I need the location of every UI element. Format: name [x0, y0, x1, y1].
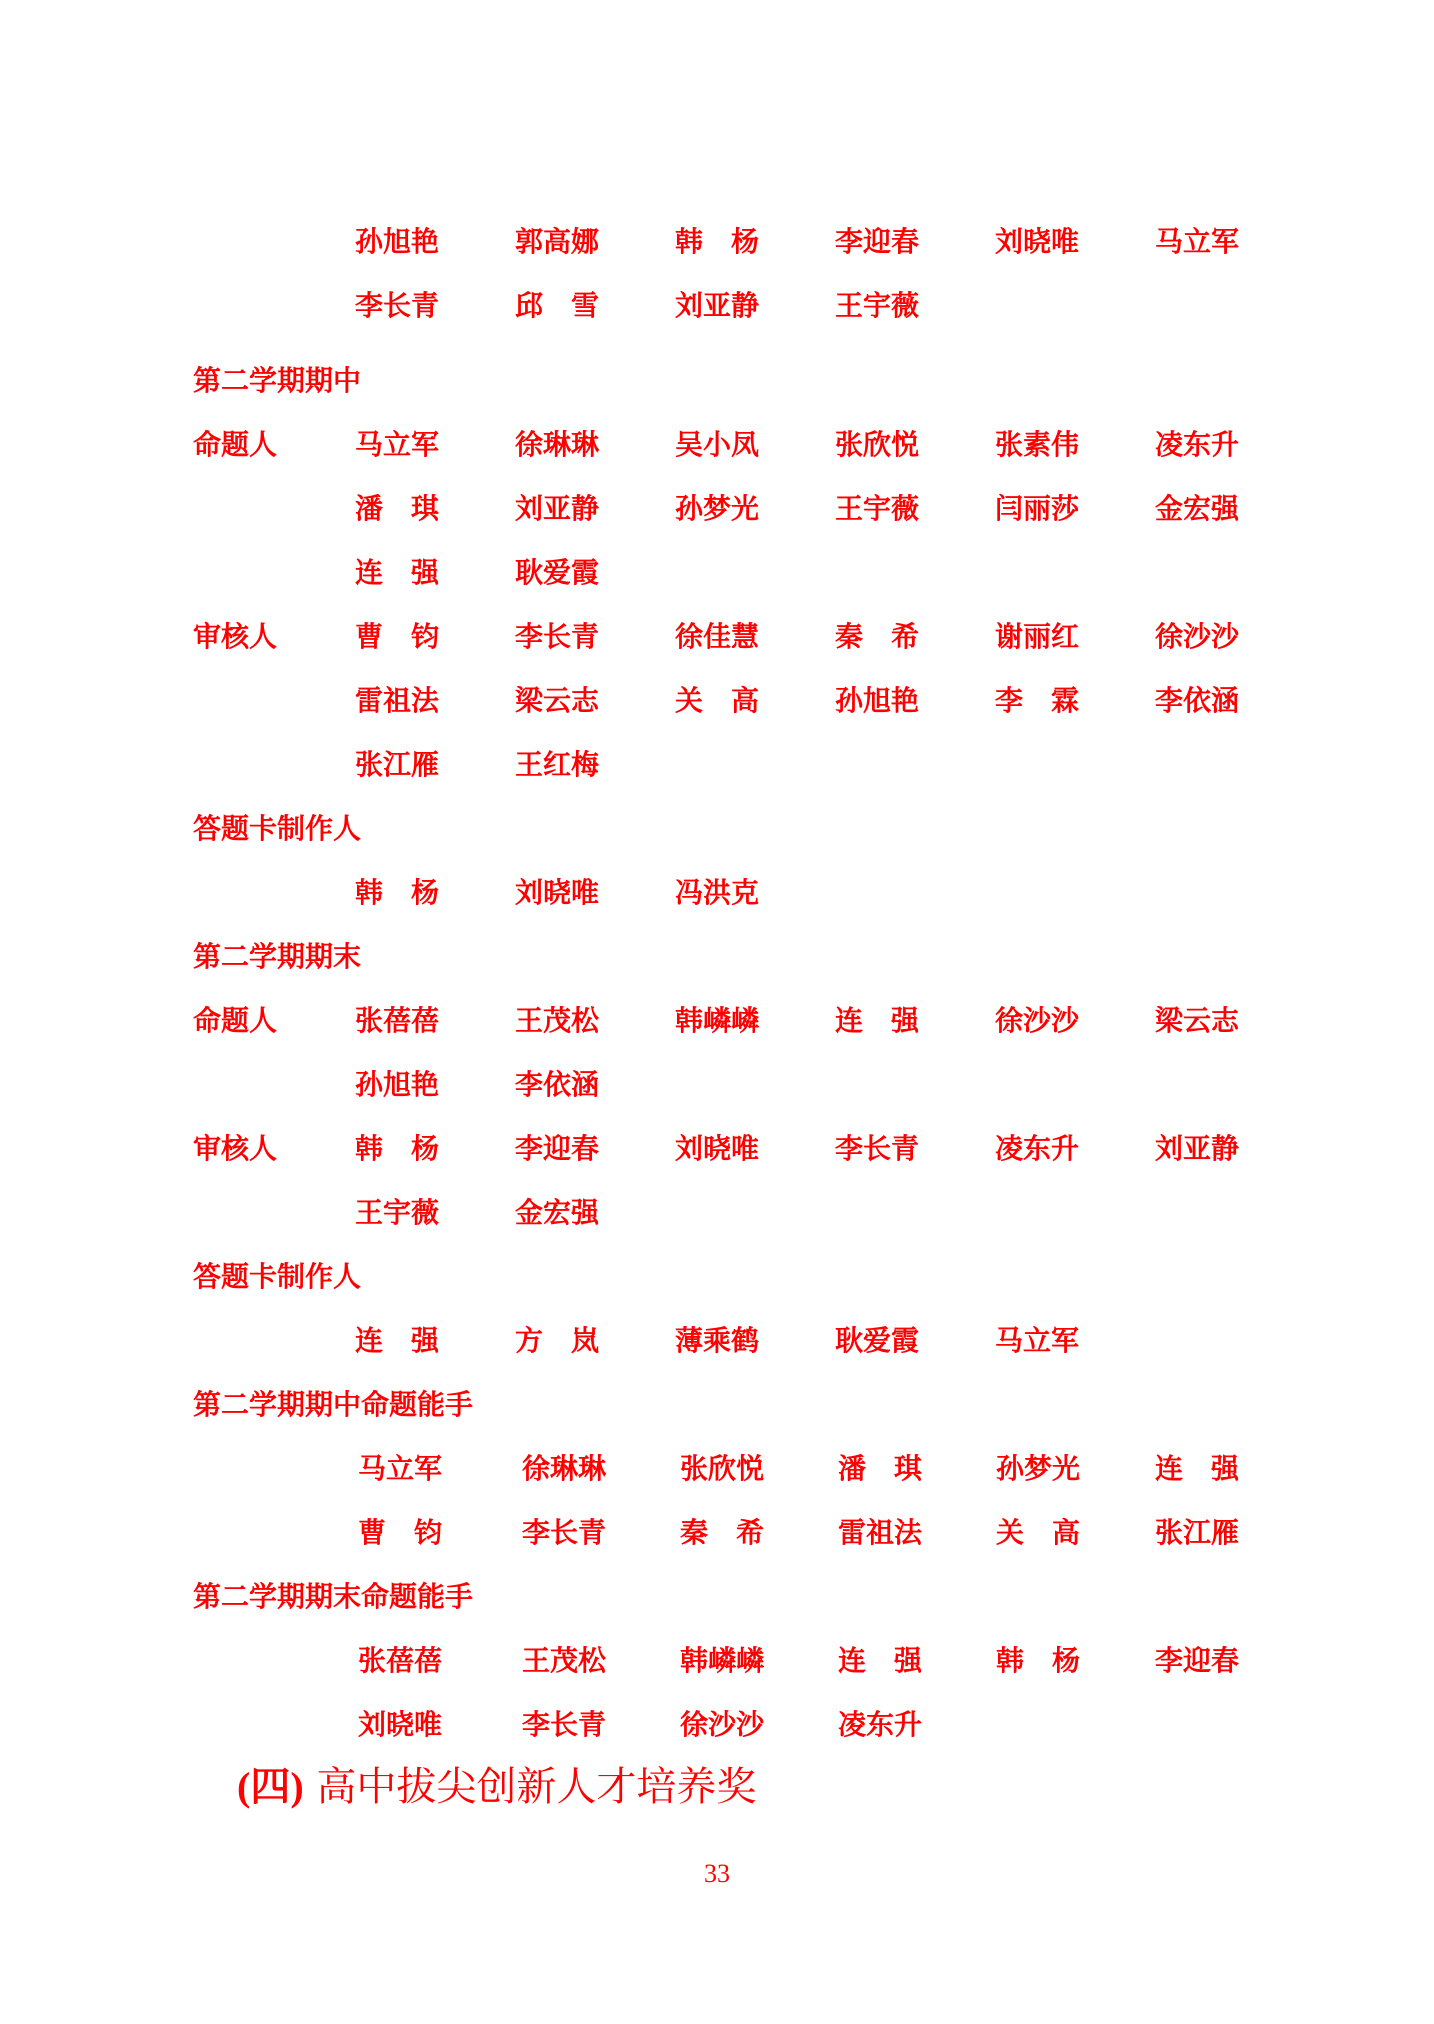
- person-name: 刘晓唯: [675, 1132, 760, 1165]
- person-name: 马立军: [995, 1324, 1080, 1357]
- name-list-row: [0, 1317, 1434, 1365]
- person-name: 孙梦光: [675, 492, 760, 525]
- person-name: 韩 杨: [355, 1132, 440, 1165]
- section-label: 第二学期期末: [193, 940, 362, 973]
- name-list-row: [0, 741, 1434, 789]
- name-list-row: [0, 1381, 1434, 1429]
- section-label: 第二学期期中命题能手: [193, 1388, 474, 1421]
- person-name: 秦 希: [835, 620, 920, 653]
- person-name: 徐沙沙: [680, 1708, 765, 1741]
- name-list-row: [0, 357, 1434, 405]
- section-label: 命题人: [193, 1004, 278, 1037]
- person-name: 张欣悦: [680, 1452, 765, 1485]
- person-name: 雷祖法: [838, 1516, 923, 1549]
- name-list-row: [0, 218, 1434, 266]
- person-name: 王茂松: [522, 1644, 607, 1677]
- person-name: 张蓓蓓: [358, 1644, 443, 1677]
- person-name: 王茂松: [515, 1004, 600, 1037]
- person-name: 郭高娜: [515, 225, 600, 258]
- name-list-row: [0, 1701, 1434, 1749]
- name-list-row: [0, 549, 1434, 597]
- person-name: 韩嶙嶙: [675, 1004, 760, 1037]
- person-name: 李长青: [515, 620, 600, 653]
- person-name: 李 霖: [995, 684, 1080, 717]
- person-name: 马立军: [1155, 225, 1240, 258]
- name-list-row: [0, 282, 1434, 330]
- name-list-row: [0, 485, 1434, 533]
- person-name: 秦 希: [680, 1516, 765, 1549]
- name-list-row: [0, 677, 1434, 725]
- person-name: 刘亚静: [675, 289, 760, 322]
- person-name: 王红梅: [515, 748, 600, 781]
- person-name: 徐沙沙: [995, 1004, 1080, 1037]
- person-name: 韩 杨: [996, 1644, 1081, 1677]
- person-name: 耿爱霞: [835, 1324, 920, 1357]
- person-name: 李长青: [522, 1516, 607, 1549]
- person-name: 徐沙沙: [1155, 620, 1240, 653]
- person-name: 刘晓唯: [358, 1708, 443, 1741]
- person-name: 刘晓唯: [515, 876, 600, 909]
- name-list-row: [0, 1189, 1434, 1237]
- person-name: 方 岚: [515, 1324, 600, 1357]
- person-name: 耿爱霞: [515, 556, 600, 589]
- name-list-row: [0, 1125, 1434, 1173]
- person-name: 刘晓唯: [995, 225, 1080, 258]
- person-name: 王宇薇: [835, 289, 920, 322]
- name-list-row: [0, 869, 1434, 917]
- section-heading-number: (四): [237, 1764, 304, 1809]
- person-name: 连 强: [838, 1644, 923, 1677]
- person-name: 张江雁: [355, 748, 440, 781]
- person-name: 邱 雪: [515, 289, 600, 322]
- person-name: 马立军: [358, 1452, 443, 1485]
- person-name: 张素伟: [995, 428, 1080, 461]
- section-label: 第二学期期中: [193, 364, 362, 397]
- person-name: 马立军: [355, 428, 440, 461]
- name-list-row: [0, 1253, 1434, 1301]
- name-list-row: [0, 933, 1434, 981]
- person-name: 凌东升: [1155, 428, 1240, 461]
- person-name: 王宇薇: [355, 1196, 440, 1229]
- person-name: 凌东升: [995, 1132, 1080, 1165]
- person-name: 雷祖法: [355, 684, 440, 717]
- person-name: 徐琳琳: [522, 1452, 607, 1485]
- person-name: 韩 杨: [675, 225, 760, 258]
- person-name: 徐琳琳: [515, 428, 600, 461]
- person-name: 张蓓蓓: [355, 1004, 440, 1037]
- person-name: 冯洪克: [675, 876, 760, 909]
- name-list-row: [0, 1061, 1434, 1109]
- name-list-row: [0, 421, 1434, 469]
- person-name: 吴小凤: [675, 428, 760, 461]
- person-name: 李迎春: [835, 225, 920, 258]
- person-name: 连 强: [1155, 1452, 1240, 1485]
- person-name: 王宇薇: [835, 492, 920, 525]
- person-name: 徐佳慧: [675, 620, 760, 653]
- person-name: 凌东升: [838, 1708, 923, 1741]
- section-heading-text: 高中拔尖创新人才培养奖: [316, 1764, 757, 1810]
- person-name: 李迎春: [1155, 1644, 1240, 1677]
- person-name: 刘亚静: [515, 492, 600, 525]
- person-name: 张欣悦: [835, 428, 920, 461]
- section-label: 审核人: [193, 1132, 278, 1165]
- page-number: 33: [704, 1859, 730, 1888]
- person-name: 金宏强: [515, 1196, 600, 1229]
- section-label: 答题卡制作人: [193, 812, 362, 845]
- person-name: 连 强: [355, 1324, 440, 1357]
- person-name: 李长青: [522, 1708, 607, 1741]
- section-label: 答题卡制作人: [193, 1260, 362, 1293]
- person-name: 张江雁: [1155, 1516, 1240, 1549]
- person-name: 潘 琪: [355, 492, 440, 525]
- name-list-row: [0, 1509, 1434, 1557]
- person-name: 曹 钧: [355, 620, 440, 653]
- section-label: 第二学期期末命题能手: [193, 1580, 474, 1613]
- section-label: 审核人: [193, 620, 278, 653]
- person-name: 闫丽莎: [995, 492, 1080, 525]
- person-name: 关 高: [675, 684, 760, 717]
- name-list-row: [0, 1637, 1434, 1685]
- name-list-row: [0, 1573, 1434, 1621]
- person-name: 关 高: [996, 1516, 1081, 1549]
- person-name: 李长青: [355, 289, 440, 322]
- name-list-row: [0, 613, 1434, 661]
- person-name: 梁云志: [1155, 1004, 1240, 1037]
- name-list-row: [0, 1445, 1434, 1493]
- person-name: 李依涵: [515, 1068, 600, 1101]
- person-name: 薄乘鹤: [675, 1324, 760, 1357]
- section-label: 命题人: [193, 428, 278, 461]
- name-list-row: [0, 997, 1434, 1045]
- person-name: 孙旭艳: [355, 1068, 440, 1101]
- person-name: 孙旭艳: [835, 684, 920, 717]
- name-list-row: [0, 805, 1434, 853]
- person-name: 李长青: [835, 1132, 920, 1165]
- person-name: 韩 杨: [355, 876, 440, 909]
- person-name: 孙旭艳: [355, 225, 440, 258]
- person-name: 金宏强: [1155, 492, 1240, 525]
- person-name: 梁云志: [515, 684, 600, 717]
- person-name: 潘 琪: [838, 1452, 923, 1485]
- person-name: 李迎春: [515, 1132, 600, 1165]
- person-name: 曹 钧: [358, 1516, 443, 1549]
- person-name: 孙梦光: [996, 1452, 1081, 1485]
- person-name: 李依涵: [1155, 684, 1240, 717]
- person-name: 刘亚静: [1155, 1132, 1240, 1165]
- person-name: 韩嶙嶙: [680, 1644, 765, 1677]
- section-heading: [237, 1757, 756, 1817]
- person-name: 连 强: [355, 556, 440, 589]
- person-name: 连 强: [835, 1004, 920, 1037]
- person-name: 谢丽红: [995, 620, 1080, 653]
